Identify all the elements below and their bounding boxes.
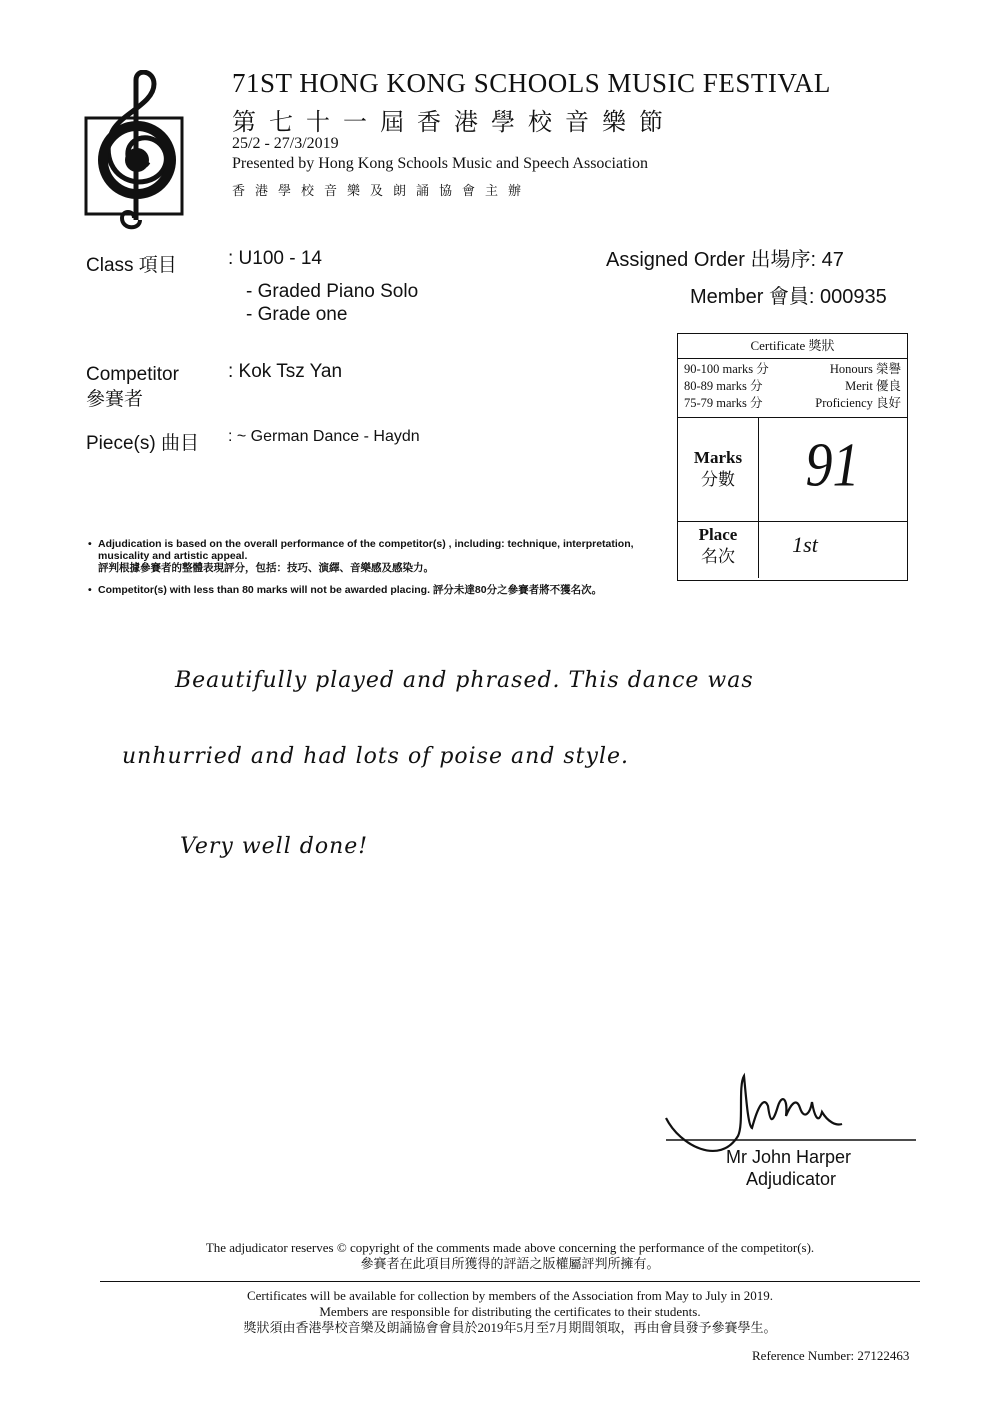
award-row-merit bbox=[684, 378, 901, 395]
place-label-en: Place bbox=[698, 525, 738, 544]
marks-label bbox=[678, 419, 758, 523]
collection-zh: 獎狀須由香港學校音樂及朗誦協會會員於2019年5月至7月期間領取，再由會員發予參賽學生。 bbox=[243, 1320, 777, 1335]
marks-label-zh: 分數 bbox=[701, 470, 735, 489]
class-value: : U100 - 14 bbox=[228, 248, 322, 269]
comment-line: unhurried and had lots of poise and style. bbox=[122, 744, 629, 769]
award-name: Merit 優良 bbox=[845, 379, 901, 393]
adjudication-note-zh: 評判根據參賽者的整體表現評分，包括：技巧、演繹、音樂感及感染力。 bbox=[98, 562, 434, 574]
footer-divider bbox=[100, 1281, 920, 1282]
marks-value: 91 bbox=[805, 430, 860, 500]
competitor-label-zh: 參賽者 bbox=[86, 389, 144, 410]
adjudication-note bbox=[88, 538, 658, 574]
placing-note bbox=[88, 584, 678, 596]
adjudication-note-en: Adjudication is based on the overall performance of the competitor(s) , including: technique, interpretation, musicality and artistic appeal. bbox=[98, 538, 634, 562]
copyright-en: The adjudicator reserves © copyright of the comments made above concerning the performance of the competitor(s). bbox=[205, 1240, 815, 1255]
class-label: Class 項目 bbox=[86, 255, 177, 276]
comment-line: Very well done! bbox=[180, 834, 369, 859]
class-subtitle-instrument: - Graded Piano Solo bbox=[246, 281, 419, 302]
presented-by-zh: 香港學校音樂及朗誦協會主辦 bbox=[232, 183, 532, 198]
assigned-order: Assigned Order 出場序: 47 bbox=[606, 249, 844, 271]
collection-en-1: Certificates will be available for collection by members of the Association from May to July in 2019. bbox=[246, 1288, 773, 1303]
competitor-label bbox=[86, 362, 179, 412]
award-range: 90-100 marks 分 bbox=[684, 362, 769, 376]
award-range: 75-79 marks 分 bbox=[684, 396, 763, 410]
festival-title-zh: 第七十一屆香港學校音樂節 bbox=[232, 110, 676, 136]
place-label-zh: 名次 bbox=[701, 547, 735, 566]
class-subtitle-grade: - Grade one bbox=[246, 304, 348, 325]
bullet-icon: • bbox=[88, 584, 92, 596]
place-label bbox=[678, 524, 758, 568]
festival-title: 71ST HONG KONG SCHOOLS MUSIC FESTIVAL bbox=[232, 68, 831, 98]
placing-note-text: Competitor(s) with less than 80 marks will not be awarded placing. 評分未達80分之參賽者將不獲名次。 bbox=[98, 584, 603, 596]
award-row-proficiency bbox=[684, 395, 901, 412]
adjudicator-name: Mr John Harper bbox=[726, 1147, 852, 1167]
bullet-icon: • bbox=[88, 538, 92, 550]
award-name: Proficiency 良好 bbox=[815, 396, 901, 410]
collection-notice bbox=[0, 1288, 1000, 1336]
divider bbox=[758, 418, 759, 578]
copyright-zh: 參賽者在此項目所獲得的評語之版權屬評判所擁有。 bbox=[360, 1256, 660, 1271]
pieces-label: Piece(s) 曲目 bbox=[86, 433, 199, 454]
divider bbox=[678, 521, 907, 522]
award-name: Honours 榮譽 bbox=[829, 362, 901, 376]
presented-by: Presented by Hong Kong Schools Music and Speech Association bbox=[232, 155, 648, 172]
collection-en-2: Members are responsible for distributing the certificates to their students. bbox=[319, 1304, 701, 1319]
adjudicator-role: Adjudicator bbox=[746, 1169, 837, 1189]
festival-logo bbox=[82, 70, 190, 230]
copyright-notice bbox=[0, 1240, 1000, 1272]
festival-dates: 25/2 - 27/3/2019 bbox=[232, 135, 339, 152]
marks-label-en: Marks bbox=[693, 448, 743, 467]
certificate-award-table bbox=[684, 361, 901, 412]
certificate-title: Certificate 獎狀 bbox=[678, 334, 907, 359]
award-row-honours bbox=[684, 361, 901, 378]
certificate-box bbox=[677, 333, 908, 581]
competitor-label-en: Competitor bbox=[86, 364, 179, 385]
comment-line: Beautifully played and phrased. This dance was bbox=[175, 668, 754, 693]
member-number: Member 會員: 000935 bbox=[690, 286, 887, 308]
divider bbox=[678, 417, 907, 418]
reference-number: Reference Number: 27122463 bbox=[752, 1348, 910, 1363]
place-value: 1st bbox=[792, 532, 818, 557]
competitor-name: : Kok Tsz Yan bbox=[228, 361, 343, 382]
pieces-value: : ~ German Dance - Haydn bbox=[228, 428, 420, 445]
award-range: 80-89 marks 分 bbox=[684, 379, 763, 393]
